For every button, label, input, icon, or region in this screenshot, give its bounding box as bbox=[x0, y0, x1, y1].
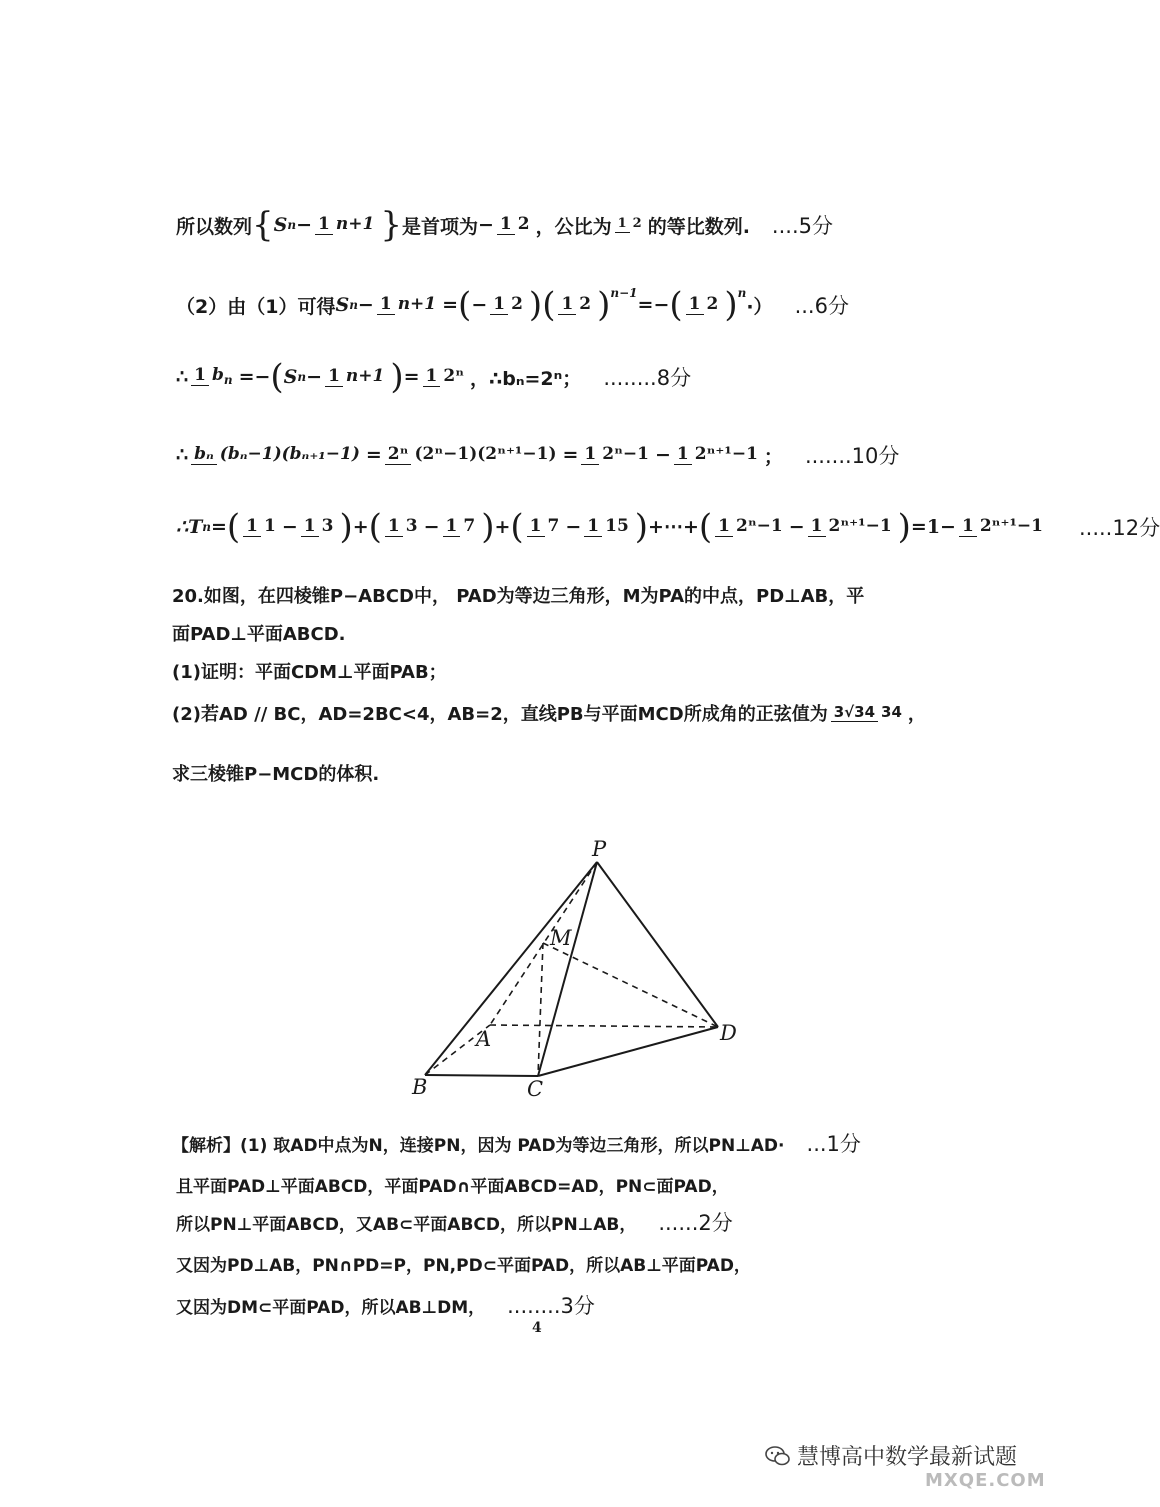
numerator: 1 bbox=[558, 295, 576, 316]
equals: =− bbox=[238, 366, 271, 388]
minus: − bbox=[788, 516, 805, 538]
minus: − bbox=[477, 214, 494, 236]
score: .......10分 bbox=[804, 444, 900, 468]
numerator: 1 bbox=[674, 445, 692, 466]
minus: − bbox=[281, 516, 298, 538]
solution-3 bbox=[176, 1207, 733, 1237]
solution-line-2 bbox=[176, 285, 849, 325]
solution-line-5 bbox=[176, 507, 1160, 547]
score: .....12分 bbox=[1078, 516, 1160, 540]
fraction bbox=[959, 517, 1046, 538]
problem-line-1: 20.如图，在四棱锥P−ABCD中， PAD为等边三角形，M为PA的中点，PD⊥AB，平 bbox=[172, 586, 865, 607]
subscript: n bbox=[202, 520, 211, 534]
numerator: 1 bbox=[443, 517, 461, 538]
minus: − bbox=[296, 214, 313, 236]
numerator: 1 bbox=[385, 517, 403, 538]
paren: ) bbox=[481, 507, 495, 547]
text: 的等比数列. bbox=[647, 215, 750, 238]
label-A: A bbox=[476, 1027, 492, 1051]
fraction bbox=[686, 295, 722, 316]
fraction bbox=[315, 215, 377, 236]
paren: ) bbox=[528, 285, 543, 325]
paren: ( bbox=[270, 357, 284, 397]
equals: = bbox=[562, 444, 579, 466]
pyramid-figure bbox=[400, 830, 760, 1100]
fraction bbox=[497, 215, 533, 236]
symbol-s: S bbox=[273, 214, 288, 236]
numerator: 1 bbox=[377, 295, 395, 316]
paren: ( bbox=[458, 285, 472, 325]
denominator: 3 bbox=[321, 515, 334, 536]
fraction bbox=[191, 366, 235, 388]
text: ， bbox=[907, 704, 926, 725]
denominator: 2 bbox=[706, 293, 719, 314]
paren: ) bbox=[897, 507, 911, 547]
denominator: n+1 bbox=[345, 365, 385, 386]
equals: = bbox=[210, 516, 227, 538]
watermark: MXQE.COM bbox=[925, 1470, 1046, 1491]
minus: − bbox=[471, 294, 488, 316]
fraction bbox=[385, 517, 421, 538]
numerator: 1 bbox=[315, 215, 333, 236]
minus: − bbox=[306, 366, 323, 388]
edge-PD bbox=[597, 862, 718, 1027]
fraction bbox=[325, 367, 387, 388]
label-P: P bbox=[592, 837, 607, 861]
paren: ) bbox=[339, 507, 353, 547]
solution-4: 又因为PD⊥AB，PN∩PD=P，PN,PD⊂平面PAD，所以AB⊥平面PAD， bbox=[176, 1256, 751, 1276]
equals: =− bbox=[637, 294, 670, 316]
numerator: 1 bbox=[615, 217, 630, 233]
denominator: 34 bbox=[881, 702, 902, 721]
solution-5 bbox=[176, 1290, 595, 1320]
text: ·） bbox=[746, 295, 773, 318]
problem-line-2: 面PAD⊥平面ABCD. bbox=[172, 624, 346, 645]
edge-CD bbox=[538, 1027, 718, 1076]
numerator: 1 bbox=[423, 367, 441, 388]
numerator: 1 bbox=[581, 445, 599, 466]
paren: ( bbox=[542, 285, 556, 325]
subscript: n bbox=[297, 370, 307, 384]
text: （2）由（1）可得 bbox=[176, 295, 336, 318]
score: ......2分 bbox=[658, 1211, 733, 1235]
text: (2)若AD // BC，AD=2BC<4，AB=2，直线PB与平面MCD所成角的正弦值为 bbox=[172, 704, 828, 725]
fraction bbox=[490, 295, 526, 316]
fraction bbox=[558, 295, 594, 316]
denominator: 2ⁿ−1 bbox=[736, 515, 783, 536]
edge-BC bbox=[425, 1075, 538, 1076]
exponent: n bbox=[737, 286, 747, 300]
equals: = bbox=[365, 444, 382, 466]
numerator: 1 bbox=[191, 366, 209, 387]
fraction bbox=[584, 517, 632, 538]
fraction bbox=[243, 517, 279, 538]
brace-close: } bbox=[380, 205, 402, 245]
symbol-s: S bbox=[283, 366, 298, 388]
paren: ) bbox=[597, 285, 611, 325]
minus: − bbox=[357, 294, 374, 316]
solution-line-3 bbox=[176, 357, 692, 397]
denominator: 2 bbox=[511, 293, 523, 314]
therefore: ∴ bbox=[176, 444, 189, 466]
wechat-icon bbox=[765, 1445, 791, 1467]
paren: ( bbox=[698, 507, 713, 547]
numerator: bₙ bbox=[191, 445, 217, 466]
equals: = bbox=[442, 294, 459, 316]
fraction bbox=[423, 367, 468, 388]
text: 又因为DM⊂平面PAD，所以AB⊥DM， bbox=[176, 1297, 486, 1318]
brace-open: { bbox=[252, 205, 274, 245]
symbol-s: S bbox=[335, 294, 350, 316]
denominator: 2ⁿ⁺¹−1 bbox=[828, 515, 892, 536]
numerator: 1 bbox=[243, 517, 261, 538]
result: =1− bbox=[910, 516, 956, 538]
numerator: 1 bbox=[959, 517, 977, 538]
denominator: 3 bbox=[405, 515, 418, 536]
paren: ( bbox=[368, 507, 382, 547]
denominator: 2ⁿ⁺¹−1 bbox=[694, 443, 758, 464]
denominator: 7 bbox=[463, 515, 476, 536]
score: ........3分 bbox=[507, 1294, 595, 1318]
denominator: 7 bbox=[547, 515, 560, 536]
edge-MD bbox=[543, 943, 718, 1027]
label-M: M bbox=[550, 926, 572, 950]
exponent: n−1 bbox=[610, 286, 638, 300]
fraction bbox=[808, 517, 895, 538]
denominator: 2ⁿ−1 bbox=[602, 443, 649, 464]
minus: − bbox=[655, 444, 671, 466]
label-D: D bbox=[720, 1021, 737, 1045]
paren: ( bbox=[669, 285, 683, 325]
fraction bbox=[385, 445, 560, 466]
text: ，∴bₙ=2ⁿ； bbox=[470, 367, 582, 390]
subscript: n bbox=[349, 298, 358, 312]
text: 【解析】(1) 取AD中点为N，连接PN，因为 PAD为等边三角形，所以PN⊥AD· bbox=[172, 1135, 785, 1156]
edge-MC bbox=[538, 943, 543, 1076]
dots: +⋯+ bbox=[648, 516, 699, 538]
semicolon: ； bbox=[763, 445, 783, 468]
problem-line-3: (1)证明：平面CDM⊥平面PAB； bbox=[172, 662, 447, 683]
numerator: 1 bbox=[325, 367, 343, 388]
fraction bbox=[674, 445, 761, 466]
numerator: 1 bbox=[584, 517, 602, 538]
footer-text: 慧博高中数学最新试题 bbox=[797, 1445, 1018, 1470]
den-text: b bbox=[211, 364, 224, 385]
paren: ) bbox=[634, 507, 649, 547]
minus: − bbox=[423, 516, 440, 538]
text: 是首项为 bbox=[401, 215, 478, 238]
denominator: 2 bbox=[579, 293, 592, 314]
fraction bbox=[715, 517, 786, 538]
numerator: 2ⁿ bbox=[385, 445, 412, 466]
numerator: 1 bbox=[497, 215, 515, 236]
numerator: 1 bbox=[715, 517, 733, 538]
solution-line-4 bbox=[176, 440, 899, 470]
denominator bbox=[209, 366, 236, 388]
solution-line-1 bbox=[176, 205, 833, 245]
plus: + bbox=[494, 516, 511, 538]
numerator: 1 bbox=[808, 517, 826, 538]
fraction bbox=[377, 295, 439, 316]
denominator: (bₙ−1)(bₙ₊₁−1) bbox=[219, 443, 360, 464]
denominator: 2 bbox=[632, 216, 642, 232]
denominator: 2 bbox=[517, 213, 530, 234]
denominator: 15 bbox=[605, 515, 629, 536]
solution-1 bbox=[172, 1128, 861, 1158]
fraction bbox=[191, 445, 363, 466]
score: ........8分 bbox=[603, 366, 692, 390]
fraction bbox=[581, 445, 652, 466]
paren: ( bbox=[510, 507, 524, 547]
denominator: n+1 bbox=[335, 213, 375, 234]
plus: + bbox=[352, 516, 369, 538]
therefore: ∴ bbox=[176, 366, 189, 388]
paren: ) bbox=[724, 285, 738, 325]
denominator: 2ⁿ⁺¹−1 bbox=[979, 515, 1043, 536]
numerator: 3√34 bbox=[831, 704, 878, 722]
denominator: n+1 bbox=[397, 293, 437, 314]
minus: − bbox=[565, 516, 582, 538]
numerator: 1 bbox=[490, 295, 508, 316]
therefore: ∴T bbox=[176, 516, 203, 538]
denominator: (2ⁿ−1)(2ⁿ⁺¹−1) bbox=[414, 443, 557, 464]
fraction bbox=[443, 517, 479, 538]
edge-PC bbox=[538, 862, 597, 1076]
edge-PB bbox=[425, 862, 597, 1075]
numerator: 1 bbox=[301, 517, 319, 538]
numerator: 1 bbox=[527, 517, 545, 538]
label-B: B bbox=[412, 1075, 428, 1099]
score: ...1分 bbox=[806, 1132, 861, 1156]
equals: = bbox=[403, 366, 420, 388]
subscript: n bbox=[223, 373, 233, 388]
paren: ) bbox=[390, 357, 404, 397]
fraction bbox=[301, 517, 337, 538]
text: 所以PN⊥平面ABCD，又AB⊂平面ABCD，所以PN⊥AB， bbox=[176, 1214, 637, 1235]
fraction bbox=[615, 217, 645, 233]
label-C: C bbox=[527, 1077, 544, 1101]
footer bbox=[765, 1440, 1017, 1471]
text: ，公比为 bbox=[535, 215, 612, 238]
paren: ( bbox=[226, 507, 241, 547]
numerator: 1 bbox=[686, 295, 704, 316]
page-number: 4 bbox=[532, 1320, 542, 1336]
edge-AD bbox=[490, 1025, 718, 1027]
problem-line-4 bbox=[172, 700, 926, 726]
fraction bbox=[831, 704, 905, 722]
score: ...6分 bbox=[794, 294, 849, 318]
denominator: 2ⁿ bbox=[443, 365, 465, 386]
solution-2: 且平面PAD⊥平面ABCD，平面PAD∩平面ABCD=AD，PN⊂面PAD， bbox=[176, 1177, 729, 1197]
denominator: 1 bbox=[264, 515, 276, 536]
text: 所以数列 bbox=[176, 215, 253, 238]
fraction bbox=[527, 517, 563, 538]
score: ....5分 bbox=[771, 214, 833, 238]
subscript: n bbox=[287, 218, 297, 232]
problem-line-5: 求三棱锥P−MCD的体积. bbox=[172, 764, 380, 785]
